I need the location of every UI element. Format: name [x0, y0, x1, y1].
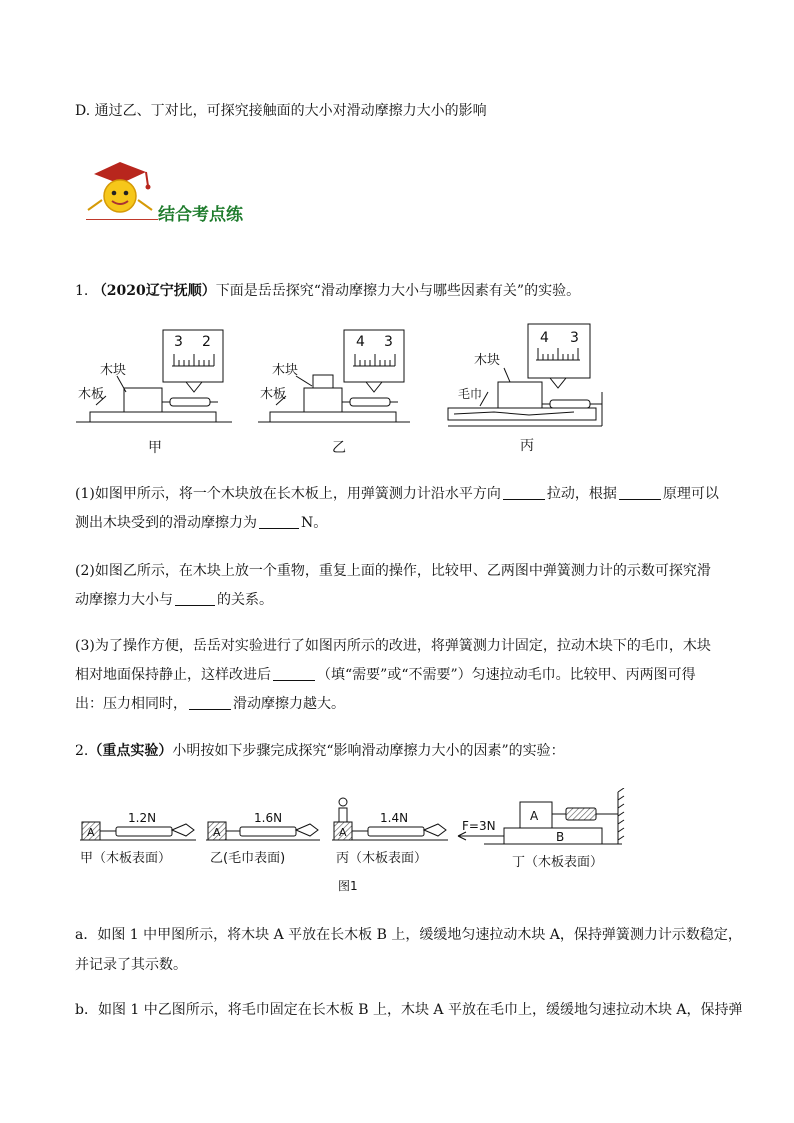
answer-blank[interactable]: [259, 514, 299, 529]
mascot-icon: [84, 160, 160, 222]
q1-jia-label-block: 木块: [100, 363, 127, 378]
section-heading: 结合考点练: [158, 205, 243, 225]
q1-stem-text: 下面是岳岳探究“滑动摩擦力大小与哪些因素有关”的实验。: [215, 283, 581, 299]
q1-p2-text-b: 动摩擦力大小与: [75, 592, 173, 608]
q2-bing-reading: 1.4N: [380, 811, 409, 825]
answer-blank[interactable]: [175, 591, 215, 606]
q1-p2-text-c: 的关系。: [217, 592, 273, 608]
q1-source: （2020辽宁抚顺）: [92, 283, 216, 299]
q1-jia-scale-right: 2: [202, 334, 211, 350]
q1-number: 1.: [75, 283, 89, 299]
q1-p3-text-b: 相对地面保持静止，这样改进后: [75, 667, 271, 683]
q1-p3-text-e: 滑动摩擦力越大。: [233, 696, 345, 712]
q1-p1-line2: [75, 513, 327, 533]
q1-jia-caption: 甲: [148, 440, 162, 456]
q1-yi-caption: 乙: [332, 440, 346, 456]
q1-bing-scale-right: 3: [570, 330, 579, 346]
answer-blank[interactable]: [189, 695, 231, 710]
option-d: D. 通过乙、丁对比，可探究接触面的大小对滑动摩擦力大小的影响: [75, 103, 487, 119]
q2-ding-caption: 丁（木板表面）: [512, 855, 604, 870]
q1-jia-scale-left: 3: [174, 334, 183, 350]
q2-ding-block-a: A: [530, 809, 539, 823]
q1-bing-label-block: 木块: [474, 353, 501, 368]
q1-yi-label-block: 木块: [272, 363, 299, 378]
q1-p1-line1: [75, 484, 719, 504]
q1-p2-line1: (2)如图乙所示，在木块上放一个重物，重复上面的操作，比较甲、乙两图中弹簧测力计的示数可探究滑: [75, 563, 711, 579]
q2-yi-reading: 1.6N: [254, 811, 283, 825]
q2-jia-reading: 1.2N: [128, 811, 157, 825]
q2-yi-block: A: [213, 826, 221, 839]
q2-jia-caption: 甲（木板表面）: [80, 851, 172, 866]
q1-bing-label-towel: 毛巾: [458, 387, 483, 401]
q1-stem: [75, 281, 580, 301]
q2-figure-label: 图1: [338, 879, 358, 893]
q2-fig-ding: [458, 788, 624, 844]
q2-a-line1: a．如图 1 中甲图所示，将木块 A 平放在长木板 B 上，缓缓地匀速拉动木块 A，保持弹簧测力计示数稳定，: [75, 927, 742, 943]
q1-p1-text-d: 测出木块受到的滑动摩擦力为: [75, 515, 257, 531]
q1-yi-scale-right: 3: [384, 334, 393, 350]
q2-stem-text: 小明按如下步骤完成探究“影响滑动摩擦力大小的因素”的实验：: [172, 743, 565, 759]
q1-bing-caption: 丙: [520, 438, 534, 454]
q1-p1-text-e: N。: [301, 515, 328, 531]
q2-ding-block-b: B: [556, 830, 565, 844]
q2-yi-caption: 乙(毛巾表面): [210, 851, 286, 866]
q2-ding-force: F=3N: [462, 819, 496, 833]
q2-jia-block: A: [87, 826, 95, 839]
q1-jia-label-board: 木板: [78, 387, 105, 402]
q1-p1-text-a: (1)如图甲所示，将一个木块放在长木板上，用弹簧测力计沿水平方向: [75, 486, 501, 502]
q1-bing-scale-left: 4: [540, 330, 549, 346]
answer-blank[interactable]: [273, 666, 315, 681]
q2-a-line2: 并记录了其示数。: [75, 957, 187, 973]
q1-p2-line2: [75, 590, 273, 610]
q2-bing-caption: 丙（木板表面）: [336, 851, 428, 866]
q2-b-line1: b．如图 1 中乙图所示，将毛巾固定在长木板 B 上，木块 A 平放在毛巾上，缓缓地匀速拉动木块 A，保持弹: [75, 1002, 743, 1018]
q1-p1-text-b: 拉动，根据: [546, 486, 617, 502]
q1-p3-text-c: （填“需要”或“不需要”）匀速拉动毛巾。比较甲、丙两图可得: [317, 667, 696, 683]
q2-bing-block: A: [339, 826, 347, 839]
q1-figure: [74, 322, 604, 462]
heading-rule: [86, 219, 158, 220]
answer-blank[interactable]: [619, 485, 661, 500]
q1-yi-label-board: 木板: [260, 387, 287, 402]
q2-figure: [78, 788, 630, 898]
q2-stem: [75, 741, 565, 761]
q1-p3-text-d: 出：压力相同时，: [75, 696, 187, 712]
q1-p3-line3: [75, 694, 345, 714]
q1-p1-text-c: 原理可以: [662, 486, 719, 502]
q1-p3-line1: (3)为了操作方便，岳岳对实验进行了如图丙所示的改进，将弹簧测力计固定，拉动木块下的毛巾，木块: [75, 638, 711, 654]
q1-p3-line2: [75, 665, 696, 685]
q2-tag: （重点实验）: [88, 743, 173, 759]
answer-blank[interactable]: [503, 485, 545, 500]
q1-yi-scale-left: 4: [356, 334, 365, 350]
q2-number: 2.: [75, 743, 89, 759]
